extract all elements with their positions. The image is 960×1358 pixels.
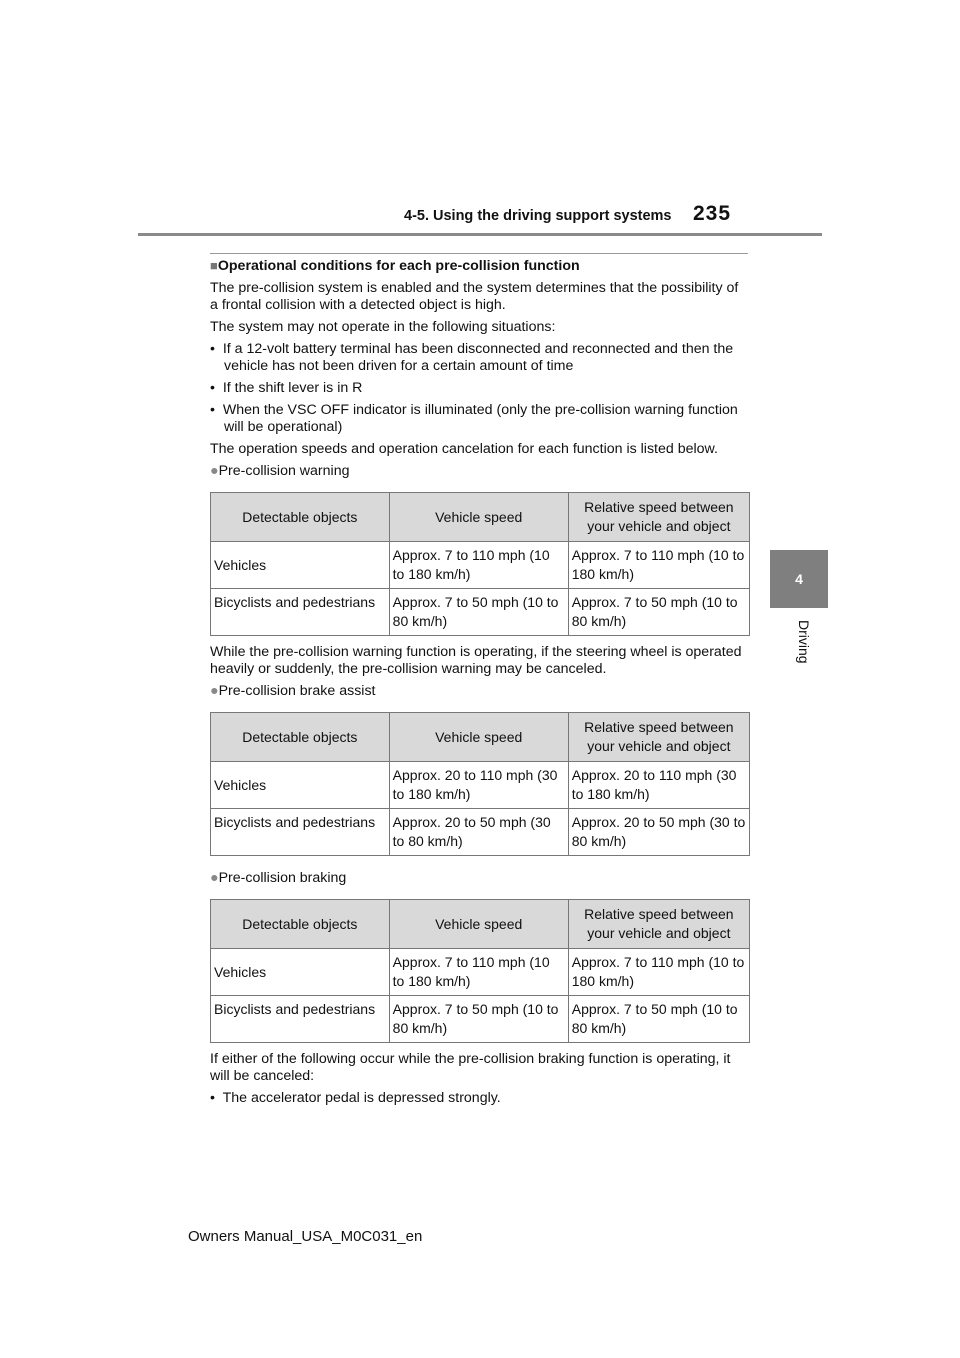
header-detectable-objects: Detectable objects bbox=[211, 493, 390, 542]
function-title-text: Pre-collision brake assist bbox=[218, 683, 376, 699]
table-row bbox=[211, 949, 750, 996]
chapter-tab-label: Driving bbox=[796, 620, 812, 664]
section-heading-text: Operational conditions for each pre-collision function bbox=[217, 258, 580, 274]
page-number: 235 bbox=[693, 202, 732, 225]
cell-vehicle-speed: Approx. 7 to 50 mph (10 to 80 km/h) bbox=[389, 589, 568, 636]
table-row bbox=[211, 996, 750, 1043]
page-header-title: 4-5. Using the driving support systems bbox=[404, 208, 672, 224]
function-title-brake-assist bbox=[210, 683, 750, 700]
header-vehicle-speed: Vehicle speed bbox=[389, 900, 568, 949]
table-row bbox=[211, 809, 750, 856]
header-relative-speed: Relative speed between your vehicle and object bbox=[568, 900, 749, 949]
function-title-text: Pre-collision warning bbox=[218, 463, 350, 479]
situation-text: If a 12-volt battery terminal has been disconnected and reconnected and then the vehicle has not been driven for a certain amount of time bbox=[222, 341, 734, 374]
cell-vehicle-speed: Approx. 20 to 50 mph (30 to 80 km/h) bbox=[389, 809, 568, 856]
header-vehicle-speed: Vehicle speed bbox=[389, 493, 568, 542]
table-row bbox=[211, 762, 750, 809]
function-title-braking bbox=[210, 870, 750, 887]
cell-relative-speed: Approx. 7 to 110 mph (10 to 180 km/h) bbox=[568, 542, 749, 589]
cell-relative-speed: Approx. 20 to 50 mph (30 to 80 km/h) bbox=[568, 809, 749, 856]
circle-bullet-icon: ● bbox=[210, 683, 219, 699]
table-header-row bbox=[211, 713, 750, 762]
intro-paragraph: The pre-collision system is enabled and the system determines that the possibility of a frontal collision with a detected object is high. bbox=[210, 280, 739, 313]
function-title-text: Pre-collision braking bbox=[218, 870, 347, 886]
situations-intro: The system may not operate in the following situations: bbox=[210, 319, 556, 335]
cell-relative-speed: Approx. 20 to 110 mph (30 to 180 km/h) bbox=[568, 762, 749, 809]
header-relative-speed: Relative speed between your vehicle and object bbox=[568, 493, 749, 542]
cell-relative-speed: Approx. 7 to 50 mph (10 to 80 km/h) bbox=[568, 996, 749, 1043]
situation-item: • When the VSC OFF indicator is illuminated (only the pre-collision warning function will be operational) bbox=[210, 402, 738, 435]
cell-vehicle-speed: Approx. 7 to 110 mph (10 to 180 km/h) bbox=[389, 949, 568, 996]
braking-note: If either of the following occur while the pre-collision braking function is operating, it will be canceled: bbox=[210, 1051, 731, 1084]
cancel-condition-text: The accelerator pedal is depressed strongly. bbox=[222, 1090, 501, 1106]
section-rule bbox=[210, 253, 748, 254]
header-vehicle-speed: Vehicle speed bbox=[389, 713, 568, 762]
header-detectable-objects: Detectable objects bbox=[211, 900, 390, 949]
situation-item: • If a 12-volt battery terminal has been disconnected and reconnected and then the vehicle has not been driven for a certain amount of time bbox=[210, 341, 734, 374]
page-content bbox=[210, 257, 750, 1112]
chapter-tab-number[interactable]: 4 bbox=[770, 550, 828, 608]
header-rule bbox=[138, 233, 822, 236]
situation-text: When the VSC OFF indicator is illuminated (only the pre-collision warning function will be operational) bbox=[222, 402, 738, 435]
table-row bbox=[211, 589, 750, 636]
circle-bullet-icon: ● bbox=[210, 870, 219, 886]
cell-object: Vehicles bbox=[211, 949, 390, 996]
cell-object: Bicyclists and pedestrians bbox=[211, 809, 390, 856]
cell-vehicle-speed: Approx. 20 to 110 mph (30 to 180 km/h) bbox=[389, 762, 568, 809]
cell-relative-speed: Approx. 7 to 50 mph (10 to 80 km/h) bbox=[568, 589, 749, 636]
table-header-row bbox=[211, 900, 750, 949]
section-heading bbox=[210, 257, 750, 275]
header-detectable-objects: Detectable objects bbox=[211, 713, 390, 762]
circle-bullet-icon: ● bbox=[210, 463, 219, 479]
warning-note: While the pre-collision warning function is operating, if the steering wheel is operated heavily or suddenly, the pre-collision warning may be canceled. bbox=[210, 644, 742, 677]
situation-item: • If the shift lever is in R bbox=[210, 380, 363, 396]
cell-object: Vehicles bbox=[211, 762, 390, 809]
braking-speed-table bbox=[210, 899, 750, 1043]
situation-text: If the shift lever is in R bbox=[222, 380, 363, 396]
cancel-condition-item: • The accelerator pedal is depressed strongly. bbox=[210, 1090, 501, 1106]
header-relative-speed: Relative speed between your vehicle and object bbox=[568, 713, 749, 762]
cell-object: Vehicles bbox=[211, 542, 390, 589]
cell-object: Bicyclists and pedestrians bbox=[211, 996, 390, 1043]
brake-assist-speed-table bbox=[210, 712, 750, 856]
cell-vehicle-speed: Approx. 7 to 110 mph (10 to 180 km/h) bbox=[389, 542, 568, 589]
footer-manual-id: Owners Manual_USA_M0C031_en bbox=[188, 1228, 423, 1245]
table-header-row bbox=[211, 493, 750, 542]
square-bullet-icon: ■ bbox=[210, 258, 218, 273]
table-row bbox=[211, 542, 750, 589]
speeds-intro: The operation speeds and operation cancelation for each function is listed below. bbox=[210, 441, 718, 457]
cell-relative-speed: Approx. 7 to 110 mph (10 to 180 km/h) bbox=[568, 949, 749, 996]
warning-speed-table bbox=[210, 492, 750, 636]
function-title-warning bbox=[210, 463, 750, 480]
cell-vehicle-speed: Approx. 7 to 50 mph (10 to 80 km/h) bbox=[389, 996, 568, 1043]
cell-object: Bicyclists and pedestrians bbox=[211, 589, 390, 636]
